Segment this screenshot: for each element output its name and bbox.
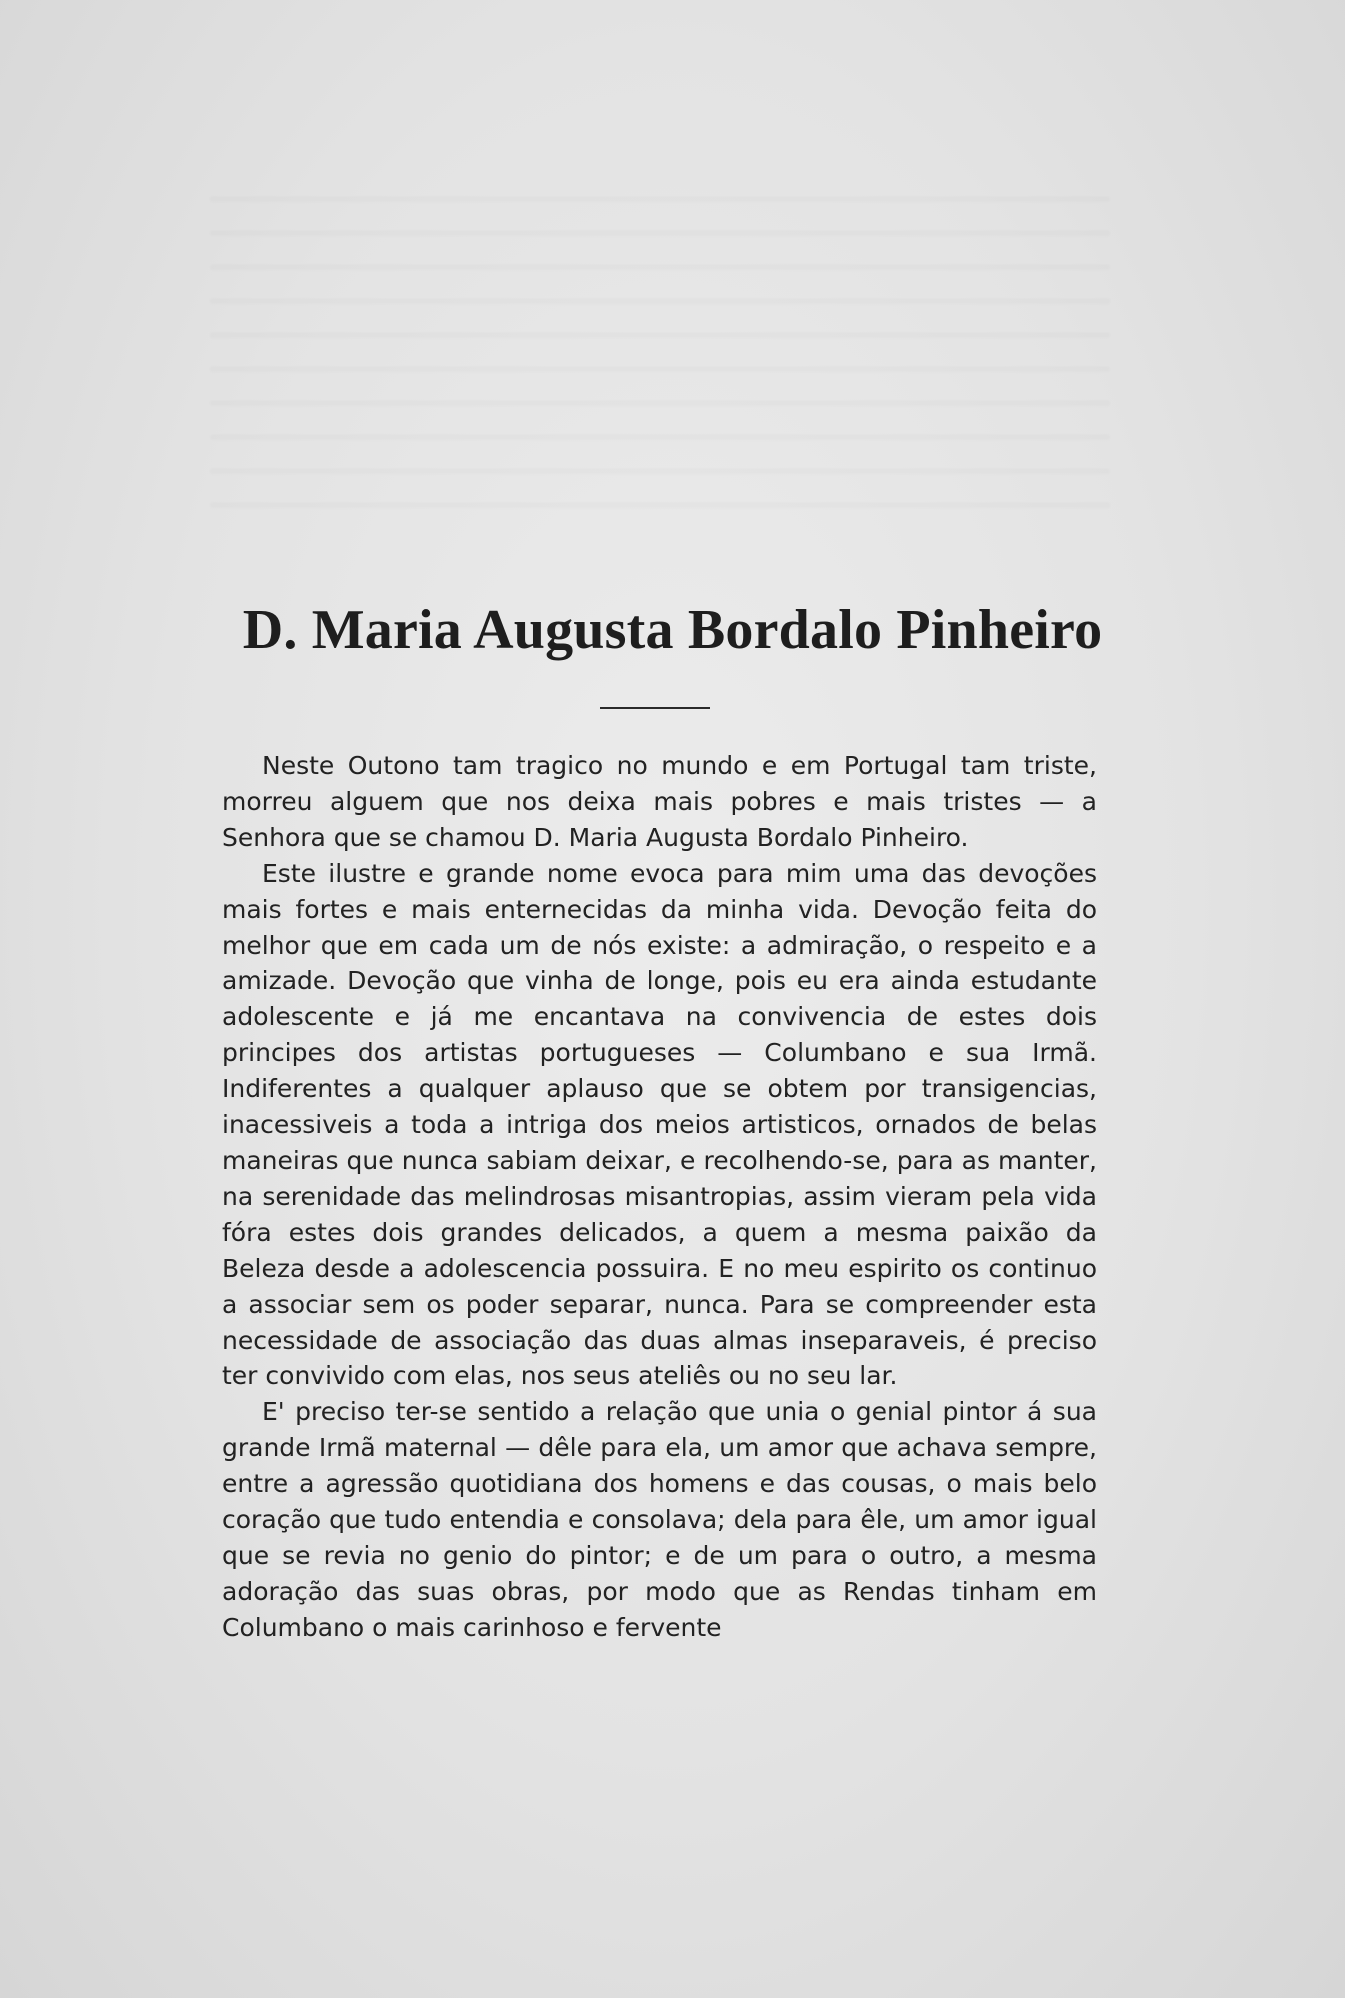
article-title: D. Maria Augusta Bordalo Pinheiro xyxy=(242,599,1103,661)
bleed-through-texture xyxy=(210,170,1110,530)
paragraph-1: Neste Outono tam tragico no mundo e em Portugal tam triste, morreu alguem que nos deixa mais pobres e mais tristes — a Senhora que se chamou D. Maria Augusta Bordalo Pinheiro. xyxy=(222,751,1097,852)
title-divider xyxy=(600,707,710,709)
paragraph-3: E' preciso ter-se sentido a relação que unia o genial pintor á sua grande Irmã maternal — dêle para ela, um amor que achava sempre, entre a agressão quotidiana dos homens e das cousas, o mais belo coração que tudo entendia e consolava; dela para êle, um amor igual que se revia no genio do pintor; e de um para o outro, a mesma adoração das suas obras, por modo que as Rendas tinham em Columbano o mais carinhoso e fervente xyxy=(222,1397,1097,1642)
paragraph-2: Este ilustre e grande nome evoca para mim uma das devoções mais fortes e mais enternecidas da minha vida. Devoção feita do melhor que em cada um de nós existe: a admiração, o respeito e a amizade. Devoção que vinha de longe, pois eu era ainda estudante adolescente e já me encantava na convivencia de estes dois principes dos artistas portugueses — Columbano e sua Irmã. Indiferentes a qualquer aplauso que se obtem por transigencias, inacessiveis a toda a intriga dos meios artisticos, ornados de belas maneiras que nunca sabiam deixar, e recolhendo-se, para as manter, na serenidade das melindrosas misantropias, assim vieram pela vida fóra estes dois grandes delicados, a quem a mesma paixão da Beleza desde a adolescencia possuira. E no meu espirito os continuo a associar sem os poder separar, nunca. Para se compreender esta necessidade de associação das duas almas inseparaveis, é preciso ter convivido com elas, nos seus ateliês ou no seu lar. xyxy=(222,858,1097,1391)
article-body xyxy=(222,748,1097,1646)
